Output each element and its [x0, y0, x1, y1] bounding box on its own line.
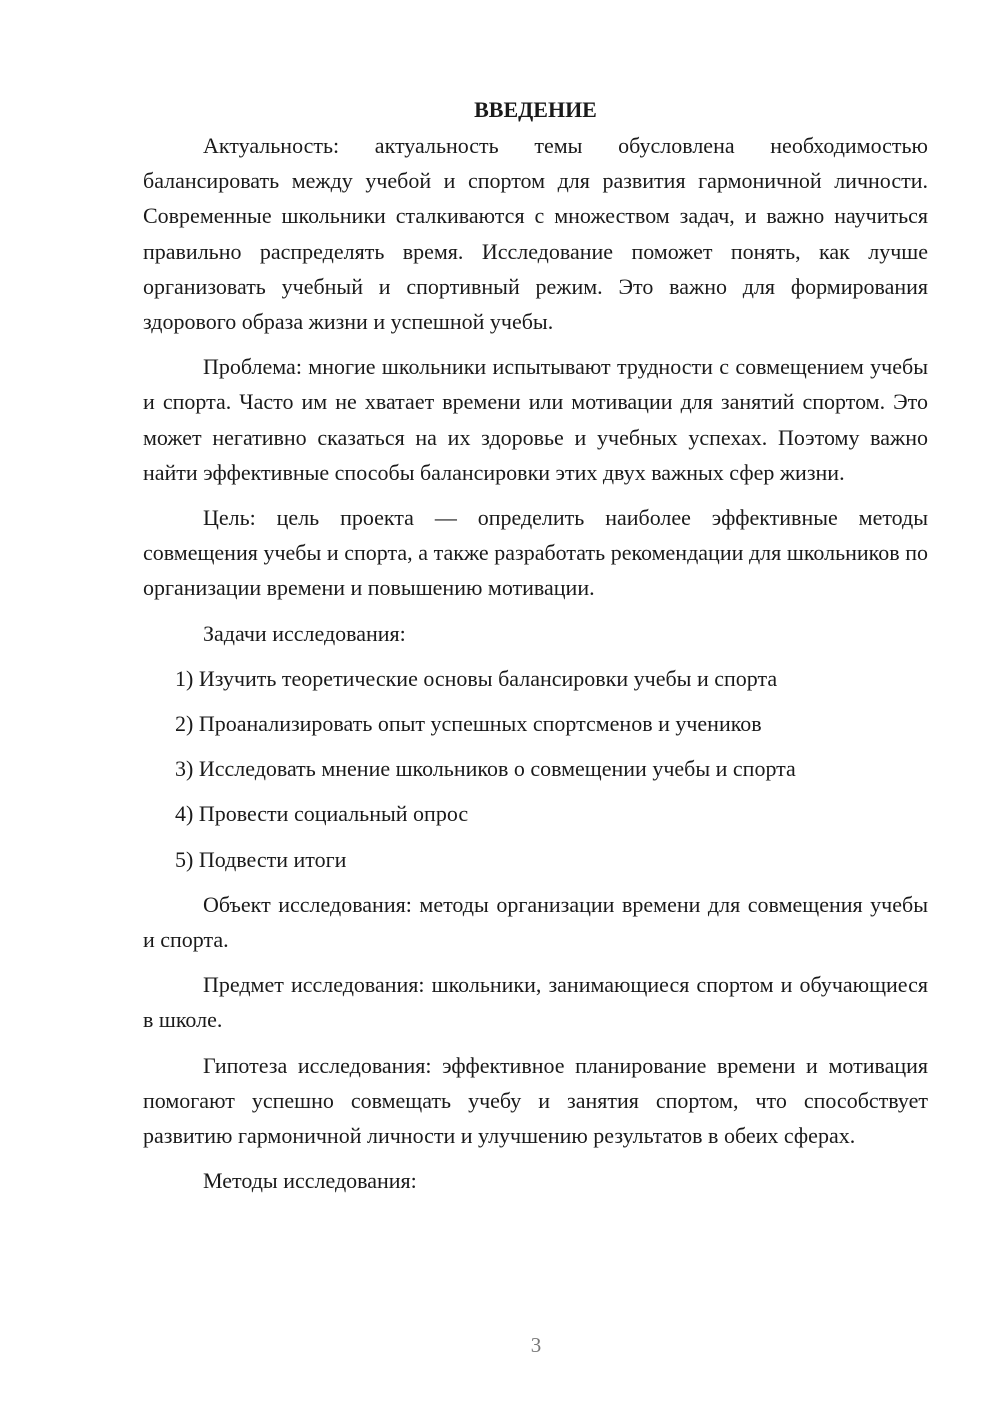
- relevance-paragraph: Актуальность: актуальность темы обусловлена необходимостью балансировать между учебой и спортом для развития гармоничной личности. Современные школьники сталкиваются с множеством задач, и важно научиться правильно распределять время. Исследование поможет понять, как лучше организовать учебный и спортивный режим. Это важно для формирования здорового образа жизни и успешной учебы.: [143, 133, 928, 335]
- task-item: 1) Изучить теоретические основы балансировки учебы и спорта: [175, 665, 778, 691]
- task-item: 2) Проанализировать опыт успешных спортсменов и учеников: [175, 711, 762, 737]
- section-title: ВВЕДЕНИЕ: [474, 97, 597, 122]
- tasks-list: [143, 661, 928, 877]
- task-item: 5) Подвести итоги: [175, 846, 347, 872]
- hypothesis-paragraph: Гипотеза исследования: эффективное планирование времени и мотивация помогают успешно совмещать учебу и занятия спортом, что способствует развитию гармоничной личности и улучшению результатов в обеих сферах.: [143, 1052, 928, 1149]
- subject-paragraph: Предмет исследования: школьники, занимающиеся спортом и обучающиеся в школе.: [143, 972, 928, 1033]
- page-number: 3: [530, 1333, 542, 1357]
- task-item: 4) Провести социальный опрос: [175, 801, 469, 827]
- task-item: 3) Исследовать мнение школьников о совмещении учебы и спорта: [175, 756, 796, 782]
- goal-paragraph: Цель: цель проекта — определить наиболее эффективные методы совмещения учебы и спорта, а также разработать рекомендации для школьников по организации времени и повышению мотивации.: [143, 505, 928, 601]
- object-paragraph: Объект исследования: методы организации времени для совмещения учебы и спорта.: [143, 891, 928, 953]
- document-page: [143, 92, 928, 1208]
- methods-heading: Методы исследования:: [203, 1168, 417, 1194]
- tasks-heading: Задачи исследования:: [203, 620, 406, 646]
- problem-paragraph: Проблема: многие школьники испытывают трудности с совмещением учебы и спорта. Часто им не хватает времени или мотивации для занятий спортом. Это может негативно сказаться на их здоровье и учебных успехах. Поэтому важно найти эффективные способы балансировки этих двух важных сфер жизни.: [143, 354, 928, 485]
